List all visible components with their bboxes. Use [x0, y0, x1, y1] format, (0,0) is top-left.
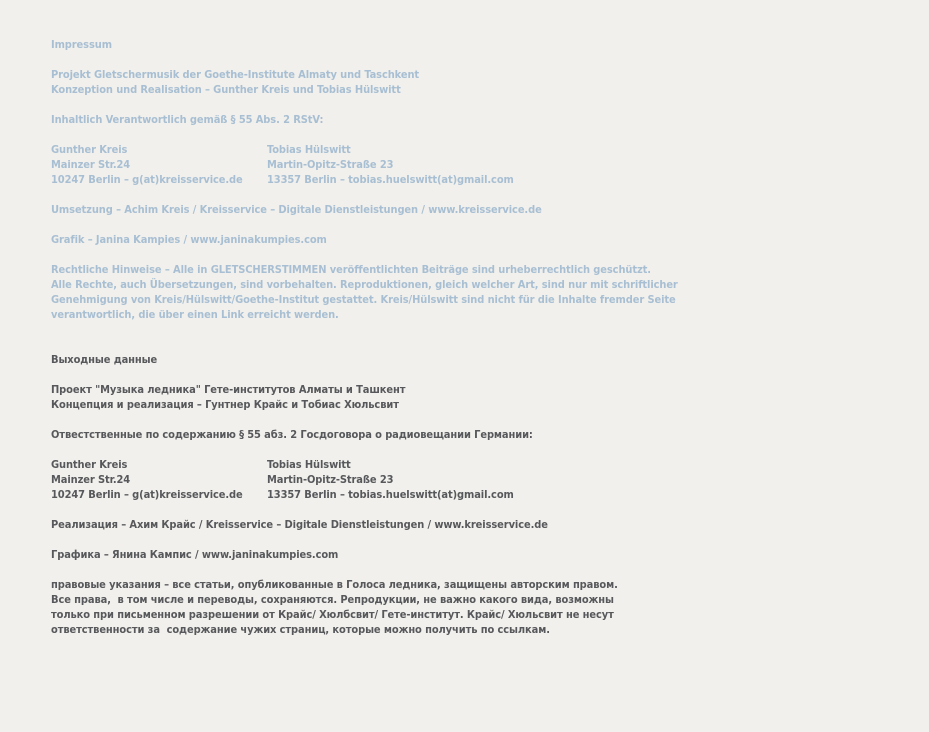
imprint-german — [51, 37, 911, 337]
graphics-credit[interactable]: Grafik – Janina Kampies / www.janinakumpies.com — [51, 233, 327, 246]
heading-german: Impressum — [51, 38, 112, 51]
contact-gunther-kreis: Gunther Kreis Mainzer Str.24 10247 Berlin – g(at)kreisservice.de — [51, 457, 267, 502]
imprint-russian — [51, 352, 911, 652]
responsible-note: Отвестственные по содержанию § 55 абз. 2 Госдоговора о радиовещании Германии: — [51, 428, 533, 441]
project-info: Проект "Музыка ледника" Гете-институтов Алматы и Ташкент Концепция и реализация – Гунтнер Крайс и Тобиас Хюльсвит — [51, 383, 406, 411]
heading-russian: Выходные данные — [51, 353, 158, 366]
contacts — [51, 142, 911, 187]
email-link[interactable]: 13357 Berlin – tobias.huelswitt(at)gmail.com — [267, 173, 514, 186]
contact-gunther-kreis: Gunther Kreis Mainzer Str.24 10247 Berlin – g(at)kreisservice.de — [51, 142, 267, 187]
implementation-credit[interactable]: Реализация – Ахим Крайс / Kreisservice – Digitale Dienstleistungen / www.kreisservice.de — [51, 518, 548, 531]
contact-tobias-huelswitt: Tobias Hülswitt Martin-Opitz-Straße 23 13357 Berlin – tobias.huelswitt(at)gmail.com — [267, 142, 567, 187]
contacts — [51, 457, 911, 502]
contact-tobias-huelswitt: Tobias Hülswitt Martin-Opitz-Straße 23 13357 Berlin – tobias.huelswitt(at)gmail.com — [267, 457, 567, 502]
graphics-credit[interactable]: Графика – Янина Кампис / www.janinakumpies.com — [51, 548, 339, 561]
email-link[interactable]: 10247 Berlin – g(at)kreisservice.de — [51, 488, 243, 501]
responsible-note: Inhaltlich Verantwortlich gemäß § 55 Abs. 2 RStV: — [51, 113, 324, 126]
implementation-credit[interactable]: Umsetzung – Achim Kreis / Kreisservice – Digitale Dienstleistungen / www.kreisservice.de — [51, 203, 542, 216]
email-link[interactable]: 13357 Berlin – tobias.huelswitt(at)gmail.com — [267, 488, 514, 501]
project-info: Projekt Gletschermusik der Goethe-Institute Almaty und Taschkent Konzeption und Realisation – Gunther Kreis und Tobias Hülswitt — [51, 68, 420, 96]
legal-notice: правовые указания – все статьи, опубликованные в Голоса ледника, защищены авторским правом. Все права, в том числе и переводы, сохраняются. Репродукции, не важно какого вида, возможны только при письменном разрешении от Крайс/ Хюлбсвит/ Гете-институт. Крайс/ Хюльсвит не несут ответственности за содержание чужих страниц, которые можно получить по ссылкам. — [51, 578, 618, 636]
legal-notice: Rechtliche Hinweise – Alle in GLETSCHERSTIMMEN veröffentlichten Beiträge sind urheberrechtlich geschützt. Alle Rechte, auch Übersetzungen, sind vorbehalten. Reproduktionen, gleich welcher Art, sind nur mit schriftlicher Genehmigung von Kreis/Hülswitt/Goethe-Institut gestattet. Kreis/Hülswitt sind nicht für die Inhalte fremder Seite verantwortlich, die über einen Link erreicht werden. — [51, 263, 678, 321]
email-link[interactable]: 10247 Berlin – g(at)kreisservice.de — [51, 173, 243, 186]
